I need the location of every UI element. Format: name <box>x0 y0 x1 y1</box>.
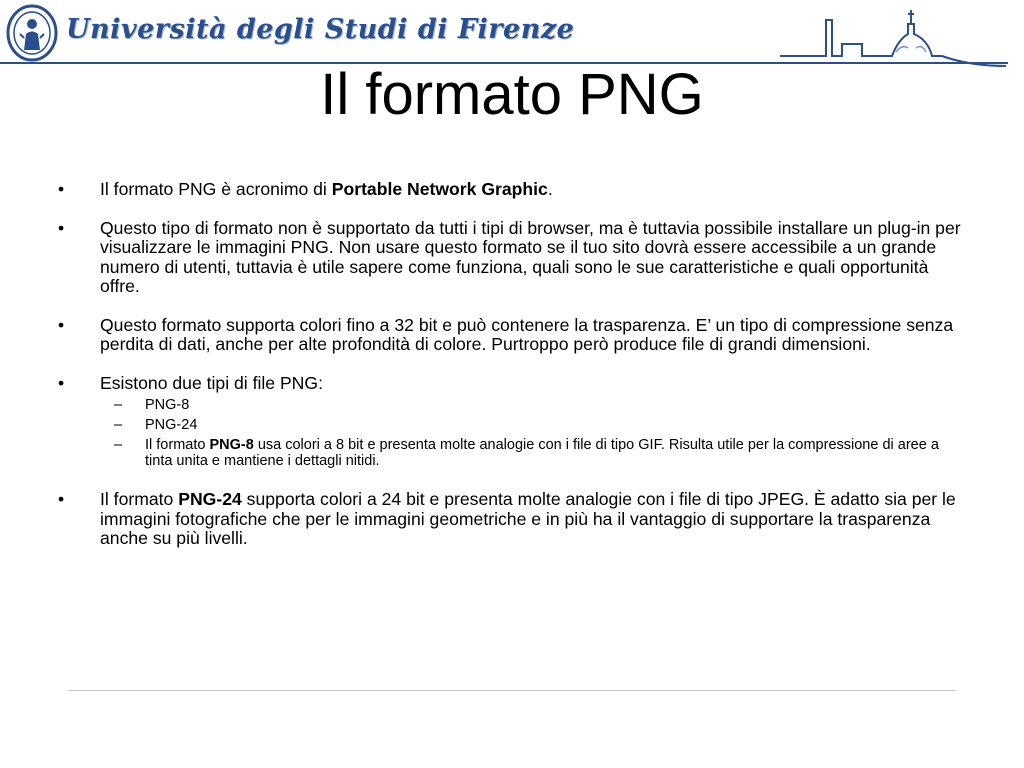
sub-marker: – <box>114 417 123 433</box>
sub-item <box>58 397 962 413</box>
sub-marker: – <box>114 397 123 413</box>
bullet-item <box>58 316 962 355</box>
sub-item <box>58 417 962 433</box>
bullet-marker: • <box>58 217 65 238</box>
bullet-text: Questo formato supporta colori fino a 32 bit e può contenere la trasparenza. E’ un tipo di compressione senza perdita di dati, anche per alte profondità di colore. Purtroppo però produce file di grandi dimensioni. <box>100 314 954 354</box>
university-seal-icon <box>6 4 58 62</box>
bullet-text: . <box>547 179 553 199</box>
sub-item-text: PNG-24 <box>145 417 198 433</box>
sub-item-text: Il formato <box>145 437 210 453</box>
bullet-text: supporta colori a 24 bit e presenta molte analogie con i file di tipo JPEG. È adatto sia per le immagini fotografiche che per le immagini geometriche e in più ha il vantaggio di supportare la trasparenza anche su più livelli. <box>100 489 956 548</box>
bullet-marker: • <box>58 372 65 393</box>
bullet-text: Questo tipo di formato non è supportato da tutti i tipi di browser, ma è tuttavia possibile installare un plug-in per visualizzare le immagini PNG. Non usare questo formato se il tuo sito dovrà essere accessibile a un grande numero di utenti, tuttavia è utile sapere come funziona, quali sono le sue caratteristiche e quali opportunità offre. <box>100 217 961 296</box>
sub-item-text: usa colori a 8 bit e presenta molte analogie con i file di tipo GIF. Risulta utile per la compressione di aree a tinta unita e mantiene i dettagli nitidi. <box>145 437 939 469</box>
sub-item-text: PNG-8 <box>145 397 190 413</box>
sub-list <box>58 397 962 469</box>
bullet-text: Il formato <box>100 489 179 509</box>
bullet-marker: • <box>58 179 65 199</box>
slide-content <box>58 180 962 568</box>
bullet-item <box>58 219 962 297</box>
footer-divider <box>68 690 956 691</box>
bullet-bold-text: Portable Network Graphic <box>331 179 548 199</box>
sub-item <box>58 437 962 469</box>
bullet-text: Il formato PNG è acronimo di <box>100 179 332 199</box>
bullet-marker: • <box>58 489 65 509</box>
slide-title: Il formato PNG <box>320 62 704 127</box>
bullet-item <box>58 374 962 394</box>
university-name: Università degli Studi di Firenze <box>66 14 575 45</box>
bullet-bold-text: PNG-24 <box>178 489 242 509</box>
sub-marker: – <box>114 437 123 453</box>
bullet-marker: • <box>58 314 65 335</box>
sub-item-bold-text: PNG-8 <box>209 437 254 453</box>
bullet-item <box>58 180 962 200</box>
bullet-item <box>58 490 962 549</box>
bullet-text: Esistono due tipi di file PNG: <box>100 372 323 393</box>
